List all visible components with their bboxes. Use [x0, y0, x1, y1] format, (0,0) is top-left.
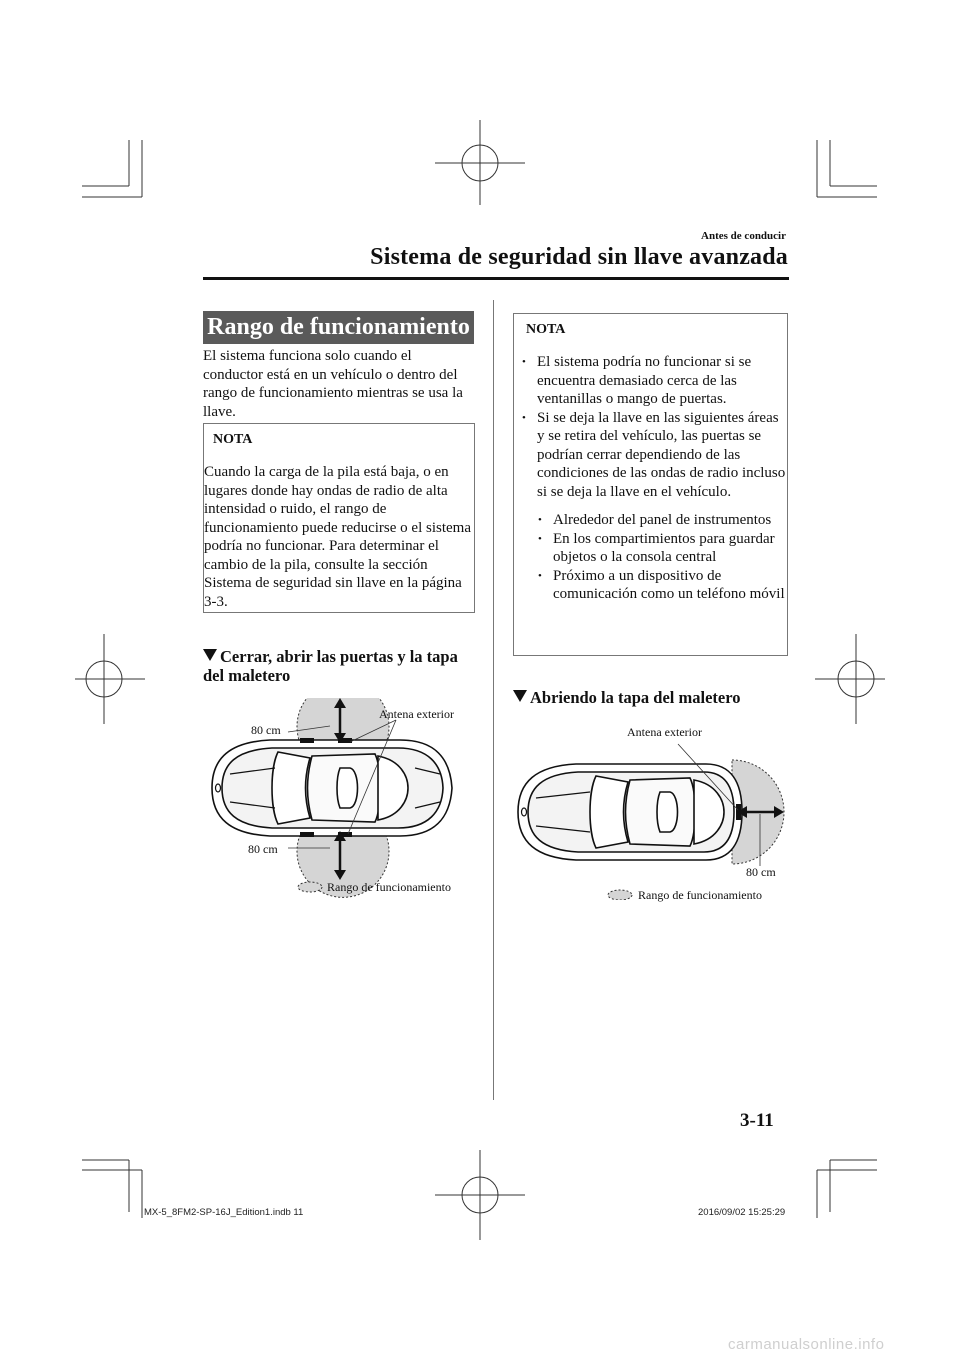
- triangle-bullet-icon: [203, 649, 217, 661]
- subheading-doors: [203, 647, 478, 685]
- print-timestamp: 2016/09/02 15:25:29: [698, 1207, 786, 1218]
- triangle-bullet-icon: [513, 690, 527, 702]
- note-bullet: • Si se deja la llave en las siguientes áreas y se retira del vehículo, las puertas se podrían cerrar dependiendo de las condiciones de las ondas de radio incluso si se deja la llave en el vehículo.: [514, 409, 786, 502]
- watermark: carmanualsonline.info: [728, 1336, 885, 1353]
- subheading-trunk: [513, 688, 793, 707]
- column-divider: [493, 300, 494, 1100]
- section-banner: Rango de funcionamiento: [203, 311, 474, 344]
- page-title: Sistema de seguridad sin llave avanzada: [370, 244, 788, 270]
- note-box-right: [513, 313, 788, 656]
- range-legend-left: Rango de funcionamiento: [327, 880, 451, 894]
- note-text: Cuando la carga de la pila está baja, o en lugares donde hay ondas de radio de alta intensidad o ruido, el rango de funcionamiento puede reducirse o el sistema podría no funcionar. Para determinar el cambio de la pila, consulte la sección Sistema de seguridad sin llave en la página 3-3.: [204, 464, 471, 610]
- note-bullets: [514, 353, 786, 604]
- subheading-doors-text: Cerrar, abrir las puertas y la tapa del maletero: [203, 647, 458, 685]
- file-slug: MX-5_8FM2-SP-16J_Edition1.indb 11: [144, 1207, 304, 1218]
- subheading-trunk-text: Abriendo la tapa del maletero: [530, 688, 741, 707]
- note-sub-bullet: • Próximo a un dispositivo de comunicación como un teléfono móvil: [530, 567, 786, 604]
- car-top-range-figure: [200, 698, 480, 898]
- note-sub-bullet: • Alrededor del panel de instrumentos: [530, 511, 786, 530]
- note-title-right: NOTA: [526, 322, 566, 337]
- intro-paragraph: El sistema funciona solo cuando el conductor está en un vehículo o dentro del rango de funcionamiento mientras se usa la llave.: [203, 348, 463, 420]
- note-sub-bullet: • En los compartimientos para guardar objetos o la consola central: [530, 530, 786, 567]
- note-bullet: • El sistema podría no funcionar si se encuentra demasiado cerca de las ventanillas o mango de puertas.: [514, 353, 786, 409]
- bottom-distance-label: 80 cm: [248, 842, 278, 856]
- rear-distance-label: 80 cm: [746, 865, 776, 879]
- header-rule: [203, 277, 789, 280]
- top-distance-label: 80 cm: [251, 723, 281, 737]
- antenna-label-right: Antena exterior: [627, 725, 702, 739]
- page-number: 3-11: [740, 1110, 774, 1131]
- antenna-label-left: Antena exterior: [379, 707, 454, 721]
- note-title: NOTA: [213, 432, 253, 447]
- note-box-left: [203, 423, 475, 613]
- range-legend-right: Rango de funcionamiento: [638, 888, 762, 902]
- section-label: Antes de conducir: [701, 230, 786, 242]
